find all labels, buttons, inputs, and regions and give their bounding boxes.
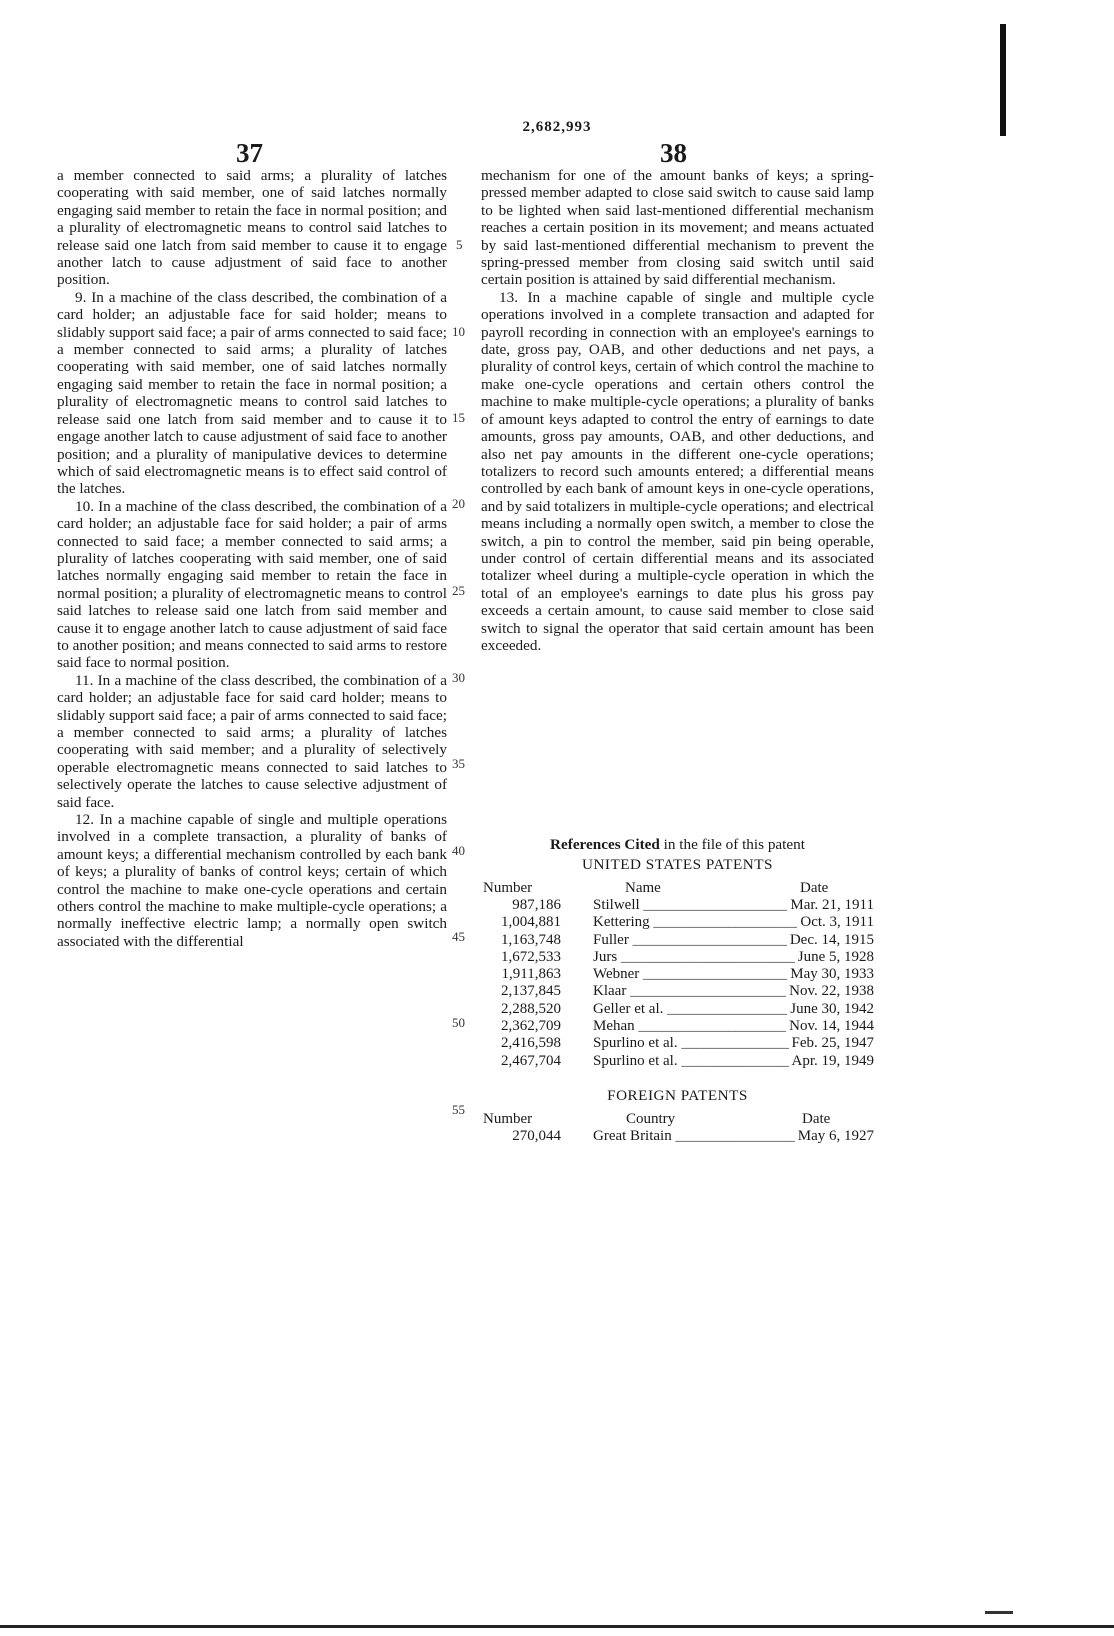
foreign-patents-heading: FOREIGN PATENTS (607, 1087, 748, 1104)
column-header-number: Number (483, 880, 533, 896)
date-cell: Dec. 14, 1915 (787, 932, 874, 949)
line-number: 30 (452, 670, 465, 685)
claim-paragraph: 13. In a machine capable of single and multiple cycle operations involved in a complete transaction and adapted for payroll recording in connection with an employee's earnings to date, gross pay, OAB, and other deductions and net pays, a plurality of control keys, certain of which control the machine to make one-cycle operations and certain others control the machine to make multiple-cycle operations; a plurality of banks of amount keys adapted to control the entry of earnings to date amounts, gross pay amounts, OAB, and other deductions, and also net pay amounts in the different one-cycle operations; totalizers to record such amounts entered; a differential means controlled by each bank of amount keys in one-cycle operations, and by said totalizers in multiple-cycle operations; and electrical means including a normally open switch, a member to close the switch, a pin to control the member, said pin being operable, under control of certain differential means and its associated totalizer wheel during a multiple-cycle operation in which the total of an employee's earnings to date plus his gross pay exceeds a certain amount, to cause said member to close said switch to signal the operator that said certain amount has been exceeded. (481, 288, 874, 654)
line-number: 45 (452, 929, 465, 944)
table-row (481, 914, 874, 931)
name-cell: Jurs _____ (593, 949, 873, 966)
line-number: 15 (452, 410, 465, 425)
claim-paragraph: 10. In a machine of the class described, the combination of a card holder; an adjustable face for said holder; a pair of arms connected to said face; a member connected to said arms; a plurality of latches cooperating with said member, one of said latches normally engaging said member to retain the face in normal position; a plurality of electromagnetic means to control said latches to release said one latch from said member and cause it to engage another latch to cause adjustment of said face to another position; and means connected to said arms to restore said face to normal position. (57, 497, 447, 672)
name-cell: Geller et al. _____ (593, 1001, 873, 1018)
date-cell: June 30, 1942 (787, 1001, 874, 1018)
date-cell: Mar. 21, 1911 (787, 897, 874, 914)
name-cell: Spurlino et al. _____ (593, 1053, 873, 1070)
name-cell: Stilwell _____ (593, 897, 873, 914)
scan-bottom-edge (0, 1625, 1114, 1628)
patent-number: 2,682,993 (522, 119, 592, 135)
name-cell: Spurlino et al. _____ (593, 1035, 873, 1052)
date-cell: June 5, 1928 (795, 949, 874, 966)
table-row (481, 932, 874, 949)
claim-paragraph: mechanism for one of the amount banks of keys; a spring-pressed member adapted to close said switch to cause said lamp to be lighted when said last-mentioned differential mechanism reaches a certain position in its movement; and means actuated by said last-mentioned differential mechanism to prevent the spring-pressed member from closing said switch until said certain position is attained by said differential mechanism. (481, 167, 874, 289)
patent-number-cell: 2,467,704 (501, 1052, 561, 1069)
us-patents-heading: UNITED STATES PATENTS (582, 856, 773, 873)
column-header-country: Country (626, 1111, 676, 1127)
left-column-number: 37 (236, 138, 263, 168)
name-cell: Klaar _____ (593, 983, 873, 1000)
date-cell: Oct. 3, 1911 (797, 914, 874, 931)
date-cell: Nov. 22, 1938 (786, 983, 874, 1000)
patent-number-cell: 2,416,598 (501, 1035, 561, 1052)
left-text-column (57, 167, 447, 950)
table-row (481, 1053, 874, 1070)
table-row (481, 949, 874, 966)
line-number: 25 (452, 583, 465, 598)
claim-paragraph: a member connected to said arms; a plurality of latches cooperating with said member, one of said latches normally engaging said member to retain the face in normal position; and a plurality of electromagnetic means to control said latches to release said one latch from said member to cause it to engage another latch to cause adjustment of said face to another position. (57, 167, 447, 289)
table-row (481, 1035, 874, 1052)
date-cell: May 30, 1933 (787, 966, 874, 983)
scan-corner-mark (985, 1611, 1013, 1614)
table-row (481, 966, 874, 983)
patent-number-cell: 1,672,533 (501, 948, 561, 965)
patent-number-cell: 2,362,709 (501, 1018, 561, 1035)
table-row (481, 1128, 874, 1145)
references-heading-bold: References Cited (550, 836, 660, 853)
table-row (481, 1001, 874, 1018)
table-row (481, 1018, 874, 1035)
references-heading-rest: in the file of this patent (659, 836, 805, 853)
date-cell: Nov. 14, 1944 (786, 1018, 874, 1035)
us-patents-table (481, 897, 874, 1070)
claim-paragraph: 9. In a machine of the class described, the combination of a card holder; an adjustable face for said holder; means to slidably support said face; a pair of arms connected to said face; a member connected to said arms; a plurality of latches cooperating with said member, one of said latches normally engaging said member to retain the face in normal position; a plurality of electromagnetic means to control said latches to release said one latch from said member and to cause it to engage another latch to cause adjustment of said face to another position; and a plurality of manipulative devices to determine which of said electromagnetic means is to effect said control of the latches. (57, 288, 447, 498)
table-row (481, 897, 874, 914)
line-number: 5 (456, 237, 463, 252)
date-cell: Feb. 25, 1947 (789, 1035, 875, 1052)
name-cell: Mehan _____ (593, 1018, 873, 1035)
date-cell: Apr. 19, 1949 (789, 1053, 875, 1070)
patent-number-cell: 1,911,863 (501, 966, 561, 983)
claim-paragraph: 12. In a machine capable of single and multiple operations involved in a complete transaction, a plurality of banks of amount keys; a differential mechanism controlled by each bank of keys; a plurality of banks of control keys; certain of which control the machine to make one-cycle operations and certain others control the machine to make multiple-cycle operations; a normally ineffective electric lamp; a normally open switch associated with the differential (57, 811, 447, 950)
table-row (481, 983, 874, 1000)
date-cell: May 6, 1927 (795, 1128, 874, 1145)
line-number: 35 (452, 756, 465, 771)
line-number: 40 (452, 843, 465, 858)
name-cell: Webner _____ (593, 966, 873, 983)
column-header-date: Date (800, 880, 829, 896)
patent-number-cell: 270,044 (512, 1128, 561, 1144)
country-cell: Great Britain _____ (593, 1128, 873, 1145)
name-cell: Kettering _____ (593, 914, 873, 931)
column-header-name: Name (625, 880, 661, 896)
patent-number-cell: 1,004,881 (501, 914, 561, 931)
right-column-number: 38 (660, 138, 687, 168)
claim-paragraph: 11. In a machine of the class described, the combination of a card holder; an adjustable face for said card holder; means to slidably support said face; a pair of arms connected to said face; a member connected to said arms; a plurality of latches cooperating with said member; and a plurality of selectively operable electromagnetic means connected to said latches to selectively operate the latches to cause selective adjustment of said face. (57, 671, 447, 811)
patent-number-cell: 2,288,520 (501, 1000, 561, 1017)
line-number: 50 (452, 1015, 465, 1030)
column-header-number: Number (483, 1111, 533, 1127)
name-cell: Fuller _____ (593, 932, 873, 949)
foreign-patents-table (481, 1128, 874, 1145)
patent-number-cell: 1,163,748 (501, 931, 561, 948)
patent-number-cell: 987,186 (512, 897, 561, 913)
column-header-date: Date (802, 1111, 831, 1127)
references-heading (481, 836, 874, 854)
line-number: 20 (452, 496, 465, 511)
patent-number-cell: 2,137,845 (501, 983, 561, 1000)
right-text-column (481, 167, 874, 654)
line-number: 10 (452, 324, 465, 339)
line-number: 55 (452, 1102, 465, 1117)
